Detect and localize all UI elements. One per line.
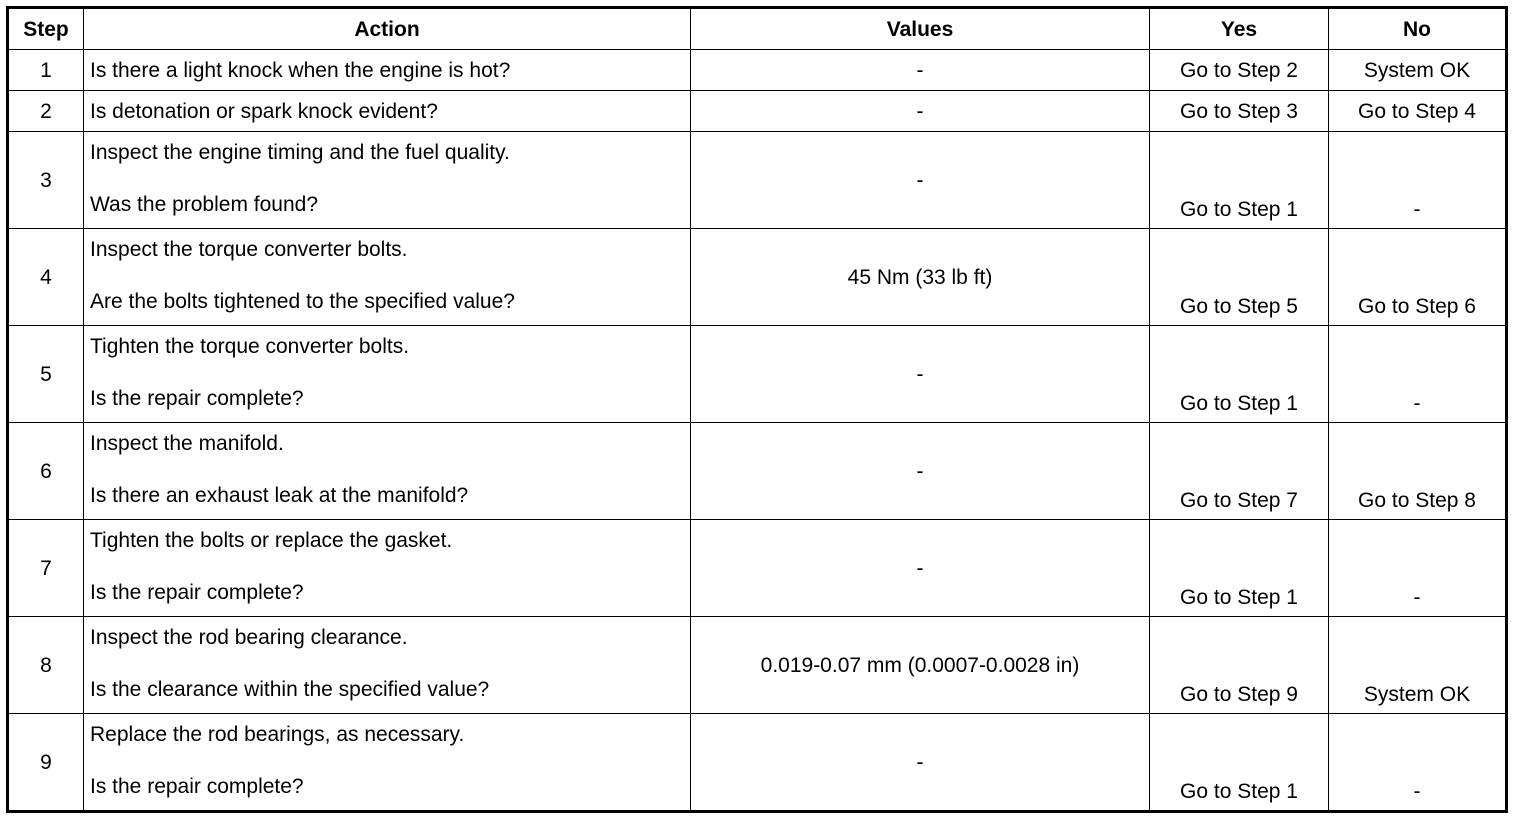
step-number: 6 [8, 423, 84, 520]
action-question: Is the repair complete? [90, 581, 304, 604]
yes-result: Go to Step 1 [1180, 198, 1298, 221]
action-question: Is the clearance within the specified value? [90, 678, 490, 701]
no-result: - [1413, 198, 1421, 221]
no-cell [1329, 132, 1507, 229]
yes-cell [1150, 423, 1329, 520]
spec-value: - [691, 132, 1150, 229]
yes-result: Go to Step 7 [1180, 489, 1298, 512]
action-cell [84, 423, 691, 520]
action-cell [84, 617, 691, 714]
spec-value: - [691, 91, 1150, 132]
yes-cell [1150, 617, 1329, 714]
yes-cell [1150, 132, 1329, 229]
no-cell [1329, 714, 1507, 812]
action-text: Is detonation or spark knock evident? [84, 91, 691, 132]
spec-value: - [691, 423, 1150, 520]
table-row [8, 617, 1507, 714]
spec-value: - [691, 714, 1150, 812]
diagnostic-table [6, 6, 1508, 813]
no-result: System OK [1363, 683, 1471, 706]
header-no: No [1329, 8, 1507, 50]
table-row [8, 91, 1507, 132]
spec-value: 0.019-0.07 mm (0.0007-0.0028 in) [691, 617, 1150, 714]
no-cell [1329, 520, 1507, 617]
action-instruction: Inspect the torque converter bolts. [90, 238, 408, 261]
table-header-row [8, 8, 1507, 50]
action-question: Is there an exhaust leak at the manifold? [90, 484, 469, 507]
action-cell [84, 520, 691, 617]
spec-value: - [691, 50, 1150, 91]
action-instruction: Tighten the torque converter bolts. [90, 335, 410, 358]
action-cell [84, 714, 691, 812]
no-result: Go to Step 6 [1358, 295, 1476, 318]
spec-value: 45 Nm (33 lb ft) [691, 229, 1150, 326]
action-cell [84, 229, 691, 326]
header-step: Step [8, 8, 84, 50]
action-instruction: Inspect the manifold. [90, 432, 284, 455]
action-question: Is the repair complete? [90, 775, 304, 798]
header-values: Values [691, 8, 1150, 50]
no-result: - [1413, 586, 1421, 609]
yes-result: Go to Step 1 [1180, 586, 1298, 609]
table-row [8, 714, 1507, 812]
yes-cell [1150, 714, 1329, 812]
step-number: 8 [8, 617, 84, 714]
step-number: 7 [8, 520, 84, 617]
header-action: Action [84, 8, 691, 50]
yes-result: Go to Step 1 [1180, 392, 1298, 415]
no-cell [1329, 229, 1507, 326]
table-row [8, 520, 1507, 617]
action-question: Are the bolts tightened to the specified value? [90, 290, 515, 313]
step-number: 2 [8, 91, 84, 132]
table-row [8, 132, 1507, 229]
action-instruction: Replace the rod bearings, as necessary. [90, 723, 465, 746]
table-row [8, 229, 1507, 326]
table-row [8, 50, 1507, 91]
yes-result: Go to Step 9 [1180, 683, 1298, 706]
no-result: Go to Step 4 [1329, 91, 1507, 132]
yes-cell [1150, 520, 1329, 617]
action-instruction: Inspect the engine timing and the fuel quality. [90, 141, 510, 164]
action-cell [84, 326, 691, 423]
no-result: - [1413, 392, 1421, 415]
step-number: 4 [8, 229, 84, 326]
yes-result: Go to Step 2 [1150, 50, 1329, 91]
no-cell [1329, 423, 1507, 520]
no-result: System OK [1329, 50, 1507, 91]
spec-value: - [691, 520, 1150, 617]
table-row [8, 326, 1507, 423]
action-question: Was the problem found? [90, 193, 319, 216]
no-result: - [1413, 780, 1421, 803]
no-cell [1329, 326, 1507, 423]
table-row [8, 423, 1507, 520]
yes-cell [1150, 229, 1329, 326]
action-instruction: Inspect the rod bearing clearance. [90, 626, 408, 649]
action-instruction: Tighten the bolts or replace the gasket. [90, 529, 453, 552]
no-result: Go to Step 8 [1358, 489, 1476, 512]
spec-value: - [691, 326, 1150, 423]
step-number: 3 [8, 132, 84, 229]
action-text: Is there a light knock when the engine is hot? [84, 50, 691, 91]
step-number: 1 [8, 50, 84, 91]
no-cell [1329, 617, 1507, 714]
step-number: 9 [8, 714, 84, 812]
yes-cell [1150, 326, 1329, 423]
header-yes: Yes [1150, 8, 1329, 50]
yes-result: Go to Step 5 [1180, 295, 1298, 318]
step-number: 5 [8, 326, 84, 423]
action-question: Is the repair complete? [90, 387, 304, 410]
yes-result: Go to Step 1 [1180, 780, 1298, 803]
action-cell [84, 132, 691, 229]
yes-result: Go to Step 3 [1150, 91, 1329, 132]
